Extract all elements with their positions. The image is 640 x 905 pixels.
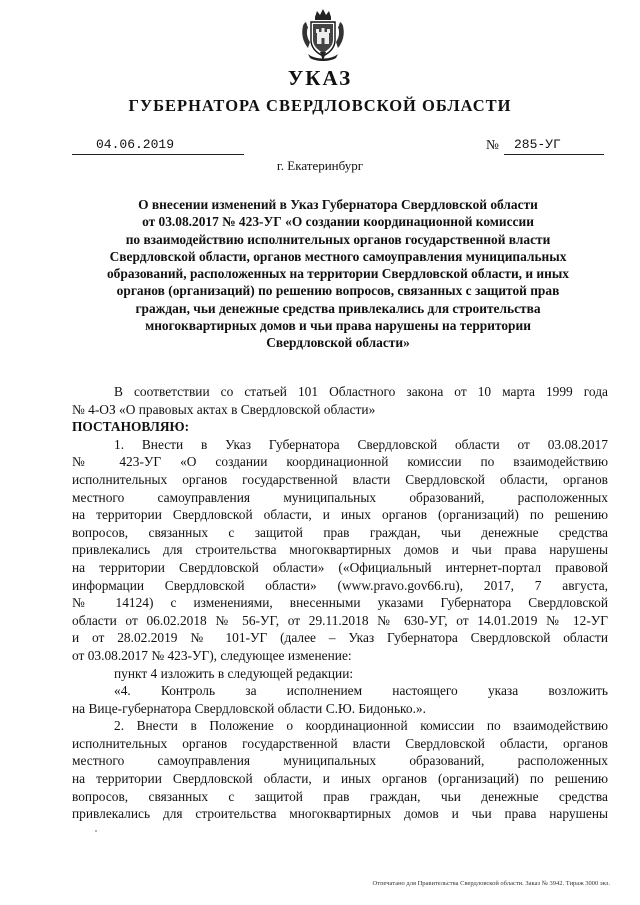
body-line: № 423-УГ «О создании координационной комиссии по взаимодействию	[72, 454, 608, 470]
title-line: органов (организаций) по решению вопросов, связанных с защитой прав	[116, 283, 560, 299]
document-date: 04.06.2019	[96, 137, 175, 152]
body-line: на территории Свердловской области, и иных органов (организаций) по решению	[72, 507, 608, 523]
city: г. Екатеринбург	[276, 158, 364, 173]
issuing-authority: ГУБЕРНАТОРА СВЕРДЛОВСКОЙ ОБЛАСТИ	[128, 96, 512, 115]
body-line: вопросов, связанных с защитой прав граждан, чьи денежные средства	[72, 788, 608, 804]
document-number: 285-УГ	[514, 137, 561, 152]
body-line: области от 06.02.2018 № 56-УГ, от 29.11.2018 № 630-УГ, от 14.01.2019 № 12-УГ	[72, 612, 608, 628]
body-line: 1. Внести в Указ Губернатора Свердловской области от 03.08.2017	[114, 436, 608, 452]
body-line: вопросов, связанных с защитой прав граждан, чьи денежные средства	[72, 524, 608, 540]
body-line: пункт 4 изложить в следующей редакции:	[114, 665, 354, 681]
body-line: на Вице-губернатора Свердловской области С.Ю. Бидонько.».	[72, 700, 426, 716]
speck	[95, 830, 97, 832]
title-line: граждан, чьи денежные средства привлекались для строительства	[135, 300, 541, 316]
document-type: УКАЗ	[287, 66, 353, 90]
date-field	[72, 138, 244, 155]
body-line: информации Свердловской области» (www.pravo.gov66.ru), 2017, 7 августа,	[72, 577, 608, 593]
document-title	[70, 196, 606, 352]
title-line: образований, расположенных на территории Свердловской области, и иных	[106, 266, 569, 282]
number-field	[504, 138, 604, 155]
document-body	[72, 383, 608, 823]
body-line: № 14124) с изменениями, внесенными указами Губернатора Свердловской	[72, 595, 608, 611]
decree-word: ПОСТАНОВЛЯЮ:	[72, 419, 190, 435]
title-line: многоквартирных домов и чьи права нарушены на территории	[145, 318, 531, 334]
body-line: исполнительных органов государственной власти Свердловской области, органов	[72, 735, 608, 751]
body-line: на территории Свердловской области, и иных органов (организаций) по решению	[72, 771, 608, 787]
body-line: № 4-ОЗ «О правовых актах в Свердловской области»	[72, 401, 376, 417]
title-line: Свердловской области, органов местного самоуправления муниципальных	[109, 248, 567, 264]
title-line: от 03.08.2017 № 423-УГ «О создании координационной комиссии	[142, 214, 534, 230]
print-footer: Отпечатано для Правительства Свердловской области. Заказ № 3942. Тираж 3000 экз.	[372, 880, 610, 887]
body-line: исполнительных органов государственной власти Свердловской области, органов	[72, 471, 608, 487]
body-line: и от 28.02.2019 № 101-УГ (далее – Указ Губернатора Свердловской области	[72, 630, 608, 646]
body-line: привлекались для строительства многоквартирных домов и чьи права нарушены	[72, 542, 608, 558]
body-line: привлекались для строительства многоквартирных домов и чьи права нарушены	[72, 806, 608, 822]
title-line: по взаимодействию исполнительных органов государственной власти	[125, 231, 551, 247]
body-line: местного самоуправления муниципальных образований, расположенных	[72, 753, 608, 769]
body-line: от 03.08.2017 № 423-УГ), следующее изменение:	[72, 647, 352, 663]
body-line: 2. Внести в Положение о координационной комиссии по взаимодействию	[114, 718, 608, 734]
body-line: В соответствии со статьей 101 Областного закона от 10 марта 1999 года	[114, 384, 608, 399]
body-line: на территории Свердловской области» («Официальный интернет-портал правовой	[72, 559, 608, 575]
body-line: местного самоуправления муниципальных образований, расположенных	[72, 489, 608, 505]
body-line: «4. Контроль за исполнением настоящего указа возложить	[114, 683, 608, 699]
number-sign: №	[486, 137, 499, 152]
coat-of-arms-icon	[300, 8, 346, 62]
title-line: Свердловской области»	[266, 335, 410, 351]
title-line: О внесении изменений в Указ Губернатора Свердловской области	[138, 197, 538, 212]
